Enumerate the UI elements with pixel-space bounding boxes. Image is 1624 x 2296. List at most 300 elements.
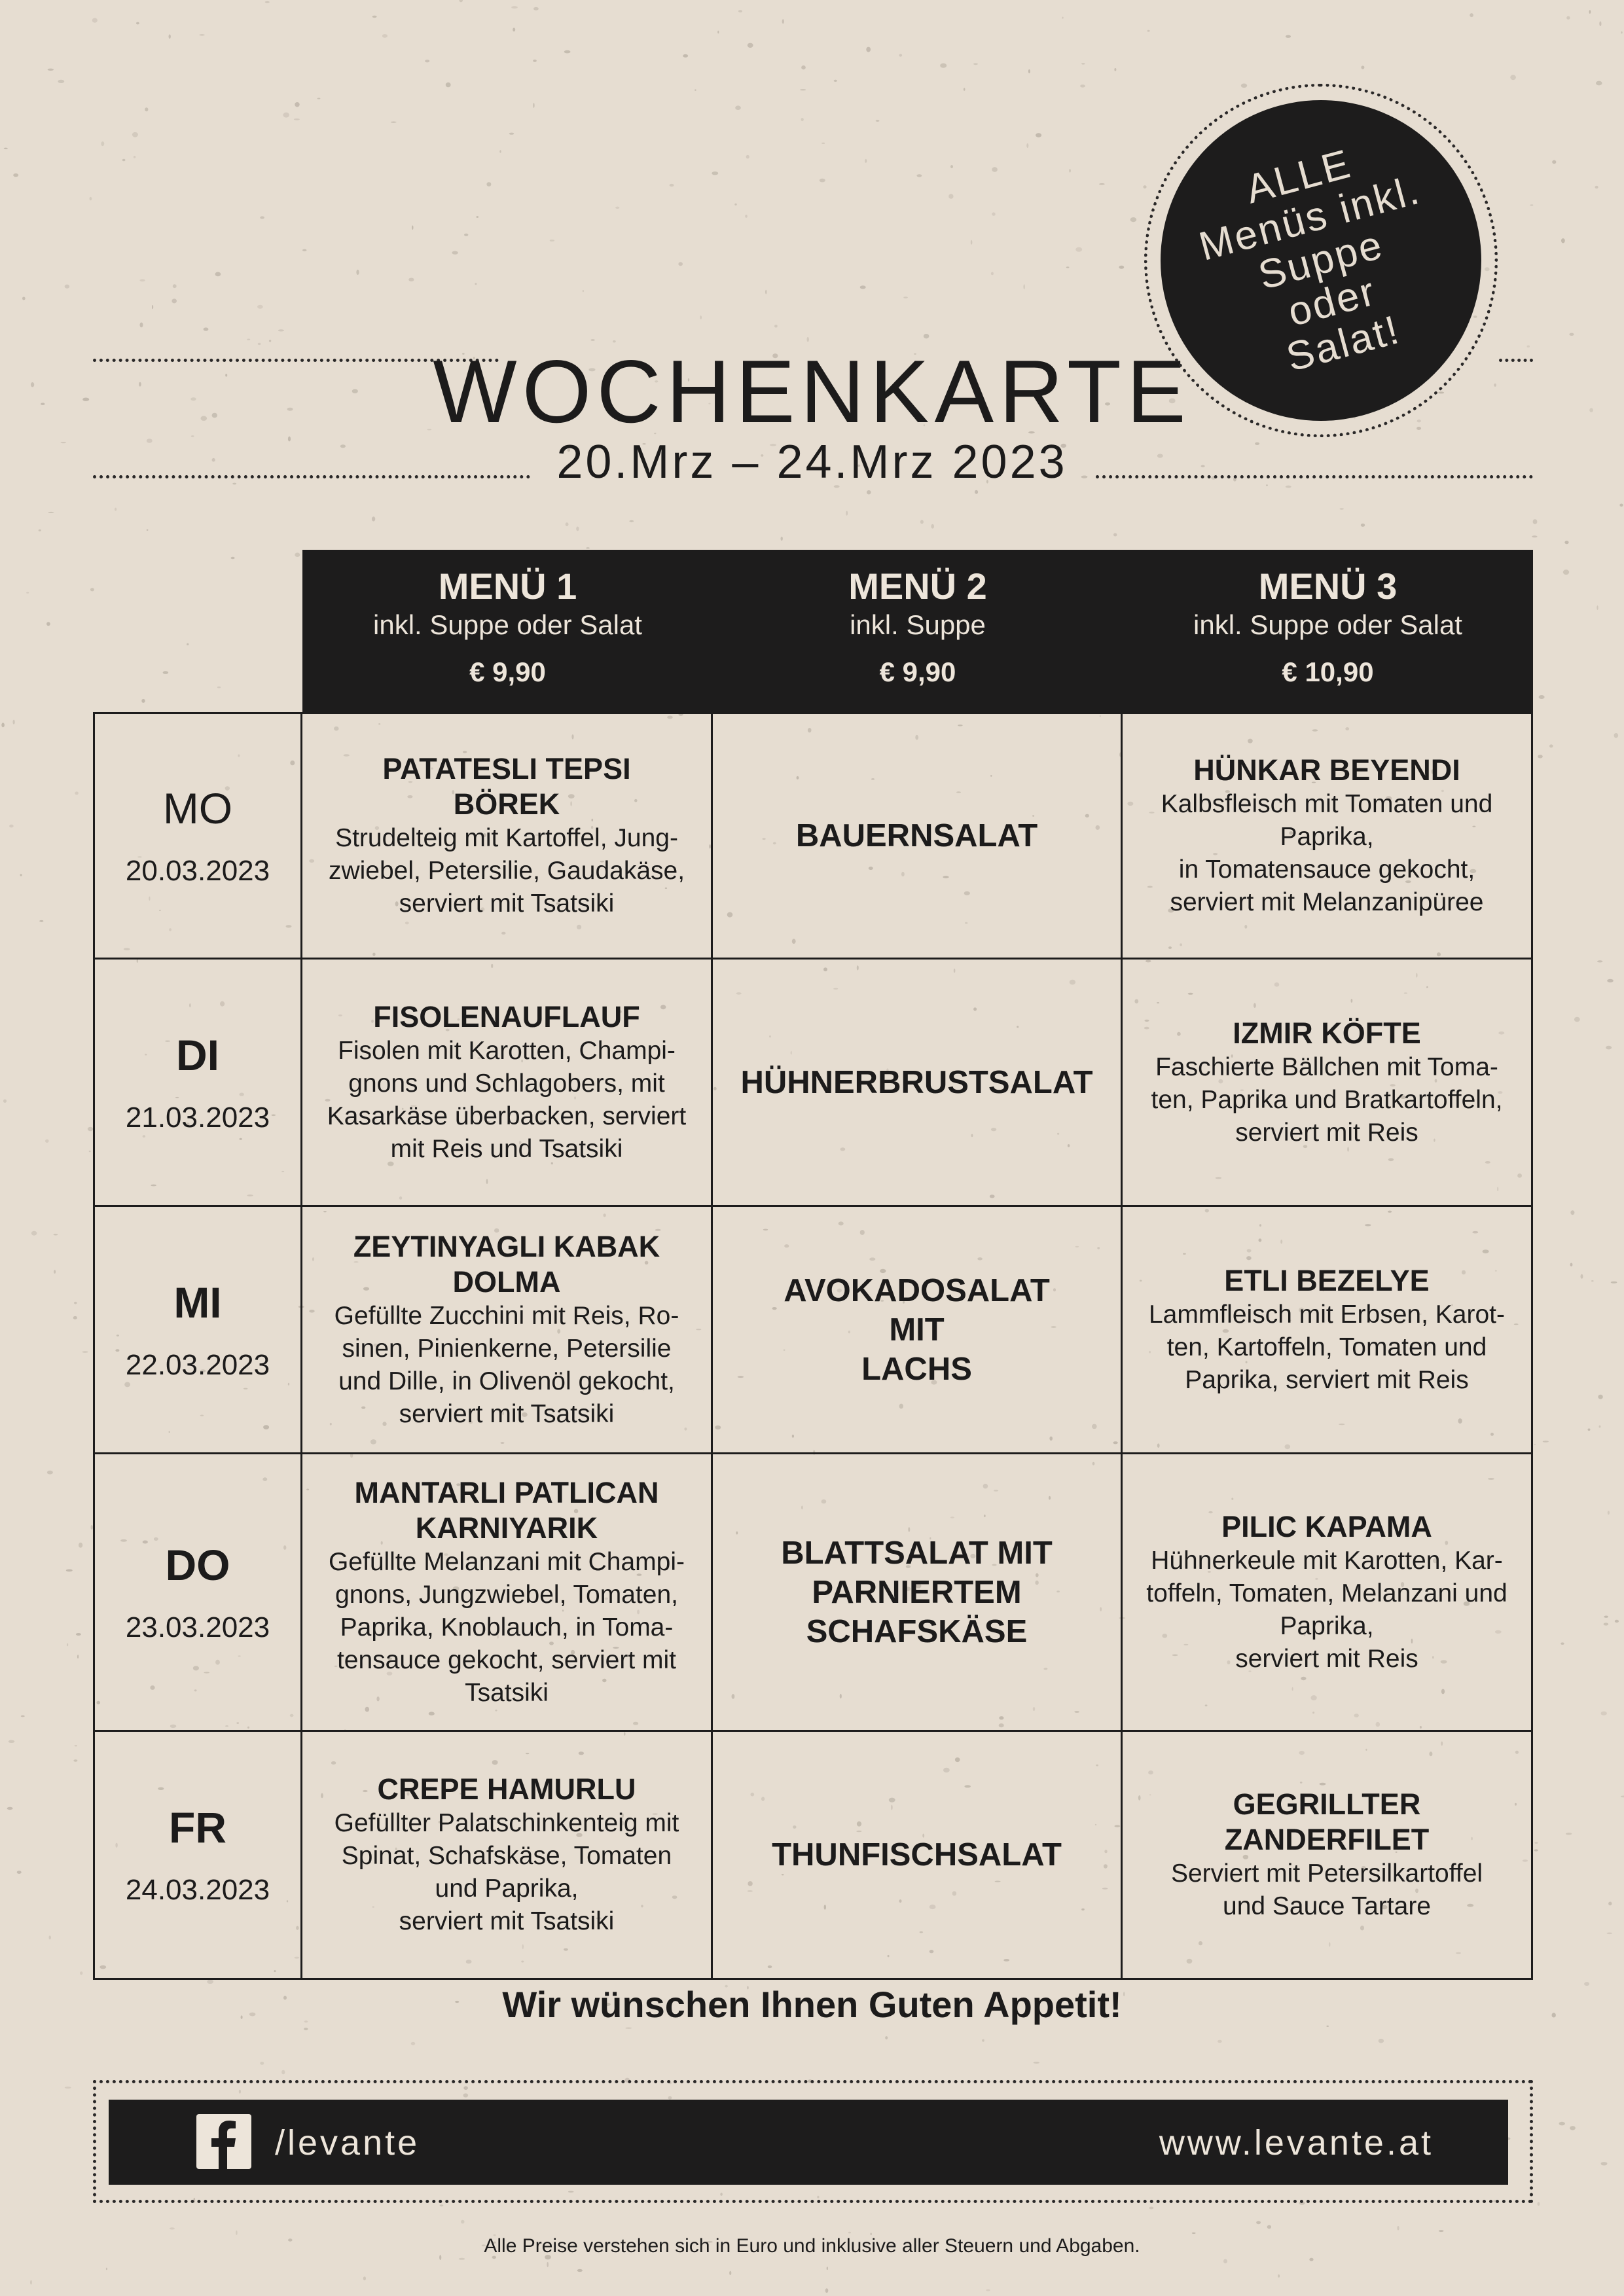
speckle [848, 2232, 851, 2234]
speckle [1119, 266, 1124, 269]
speckle [1530, 204, 1534, 206]
speckle [1218, 2040, 1222, 2043]
speckle [30, 2280, 31, 2285]
speckle [46, 622, 50, 626]
speckle [1081, 63, 1085, 64]
speckle [76, 1633, 81, 1636]
speckle [20, 874, 22, 876]
speckle [986, 2289, 990, 2291]
menu-1-subtitle: inkl. Suppe oder Salat [373, 609, 642, 640]
speckle [199, 34, 204, 35]
footer-bar [109, 2100, 1508, 2185]
speckle [745, 215, 748, 218]
speckle [825, 2288, 829, 2293]
speckle [215, 272, 221, 277]
speckle [1604, 1623, 1609, 1625]
speckle [1566, 16, 1570, 20]
speckle [1604, 1616, 1608, 1618]
speckle [65, 2087, 71, 2089]
speckle [13, 720, 15, 725]
speckle [136, 22, 139, 25]
dish-cell-mi-menu1 [302, 1207, 713, 1454]
speckle [1147, 30, 1150, 32]
speckle [885, 2036, 888, 2039]
speckle [1606, 1046, 1612, 1050]
speckle [924, 334, 929, 338]
speckle [464, 234, 468, 236]
speckle [1566, 1833, 1572, 1835]
menu-3-price: € 10,90 [1282, 656, 1374, 687]
speckle [566, 522, 569, 526]
dish-cell-di-menu2 [713, 960, 1123, 1207]
speckle [446, 82, 451, 87]
dish-cell-di-menu3 [1123, 960, 1533, 1207]
speckle [1361, 65, 1364, 69]
dish-description: Lammfleisch mit Erbsen, Karot- ten, Kartoffeln, Tomaten und Paprika, serviert mit Reis [1148, 1300, 1505, 1394]
dish-title: HÜHNERBRUSTSALAT [740, 1064, 1093, 1100]
speckle [866, 47, 871, 52]
speckle [49, 1935, 51, 1939]
speckle [1599, 1426, 1601, 1428]
speckle [1062, 17, 1064, 19]
speckle [171, 298, 177, 303]
dish-title: BLATTSALAT MIT PARNIERTEM SCHAFSKÄSE [781, 1535, 1053, 1649]
speckle [65, 285, 69, 289]
speckle [931, 524, 934, 529]
speckle [4, 148, 8, 149]
speckle [564, 50, 571, 54]
day-cell-mi [93, 1207, 302, 1454]
speckle [1543, 1441, 1549, 1442]
speckle [748, 43, 753, 48]
speckle [92, 18, 98, 23]
speckle [547, 2262, 549, 2267]
dish-title: IZMIR KÖFTE [1233, 1016, 1421, 1050]
speckle [1569, 333, 1574, 336]
day-name: FR [169, 1803, 226, 1852]
speckle [1256, 2221, 1261, 2224]
speckle [860, 285, 866, 289]
speckle [412, 225, 413, 230]
facebook-icon[interactable] [196, 2114, 251, 2169]
speckle [408, 278, 414, 281]
speckle [1563, 569, 1569, 575]
speckle [533, 103, 535, 108]
speckle [1561, 1642, 1564, 1645]
speckle [920, 520, 924, 524]
speckle [1615, 1620, 1619, 1623]
speckle [550, 240, 554, 242]
speckle [1533, 519, 1538, 524]
speckle [509, 133, 514, 135]
speckle [31, 1231, 37, 1236]
speckle [169, 35, 171, 39]
speckle [80, 1971, 82, 1975]
speckle [821, 143, 825, 144]
speckle [1309, 2258, 1313, 2261]
day-date: 24.03.2023 [125, 1874, 270, 1906]
speckle [106, 2268, 107, 2270]
speckle [82, 1351, 88, 1353]
speckle [916, 174, 922, 177]
speckle [973, 63, 978, 65]
dish-description: Faschierte Bällchen mit Toma- ten, Paprika und Bratkartoffeln, serviert mit Reis [1151, 1052, 1503, 1147]
menu-3-title: MENÜ 3 [1258, 565, 1398, 607]
speckle [54, 1234, 58, 1235]
date-range: 20.Mrz – 24.Mrz 2023 [556, 436, 1068, 488]
speckle [1607, 979, 1614, 982]
speckle [1023, 284, 1025, 289]
speckle [260, 216, 264, 219]
speckle [1614, 733, 1619, 738]
speckle [54, 1270, 56, 1274]
dish-cell-mi-menu3 [1123, 1207, 1533, 1454]
speckle [729, 2271, 731, 2275]
speckle [982, 2039, 984, 2042]
badge-text: ALLE Menüs inkl. Suppe oder Salat! [1194, 141, 1426, 381]
dish-description: Fisolen mit Karotten, Champi- gnons und Schlagobers, mit Kasarkäse überbacken, serviert mit Reis und Tsatsiki [327, 1036, 687, 1163]
speckle [1130, 217, 1137, 222]
menu-3-subtitle: inkl. Suppe oder Salat [1193, 609, 1462, 640]
day-cell-do [93, 1454, 302, 1732]
dish-title: PILIC KAPAMA [1221, 1509, 1432, 1543]
speckle [21, 1715, 25, 1717]
speckle [586, 547, 590, 549]
facebook-handle[interactable]: /levante [275, 2123, 420, 2162]
speckle [47, 1471, 53, 1475]
speckle [363, 2276, 366, 2280]
speckle [834, 80, 837, 82]
price-disclaimer: Alle Preise verstehen sich in Euro und inklusive aller Steuern und Abgaben. [484, 2235, 1140, 2257]
speckle [800, 89, 806, 90]
table-corner [93, 550, 302, 712]
speckle [746, 155, 749, 159]
speckle [1611, 1282, 1617, 1283]
speckle [1379, 2039, 1384, 2043]
speckle [992, 167, 998, 171]
speckle [372, 516, 375, 521]
speckle [1597, 605, 1598, 610]
speckle [73, 1759, 77, 1761]
day-date: 21.03.2023 [125, 1101, 270, 1134]
speckle [678, 262, 683, 266]
dish-cell-mi-menu2 [713, 1207, 1123, 1454]
speckle [533, 7, 539, 10]
speckle [67, 1643, 68, 1646]
speckle [391, 122, 397, 123]
speckle [1538, 2202, 1540, 2206]
speckle [533, 60, 537, 62]
speckle [1026, 143, 1028, 148]
speckle [302, 249, 306, 251]
speckle [1621, 1796, 1624, 1798]
speckle [975, 490, 978, 494]
closing-message: Wir wünschen Ihnen Guten Appetit! [502, 1984, 1122, 2025]
speckle [236, 2231, 238, 2235]
facebook-glyph [196, 2114, 251, 2169]
speckle [1581, 1274, 1583, 1279]
speckle [801, 65, 806, 69]
speckle [295, 102, 299, 107]
menu-2-subtitle: inkl. Suppe [850, 609, 986, 640]
speckle [513, 27, 515, 31]
menu-2-header [713, 550, 1123, 712]
speckle [1595, 186, 1598, 188]
speckle [88, 1127, 93, 1131]
day-date: 22.03.2023 [125, 1348, 270, 1381]
speckle [90, 197, 92, 200]
speckle [356, 270, 359, 275]
speckle [147, 529, 149, 531]
speckle [765, 290, 767, 295]
speckle [782, 19, 784, 24]
speckle [712, 171, 718, 175]
menu-1-header [302, 550, 713, 712]
speckle [735, 105, 741, 110]
speckle [1, 723, 5, 727]
speckle [867, 490, 871, 494]
speckle [17, 1871, 22, 1874]
dish-title: CREPE HAMURLU [377, 1772, 636, 1806]
speckle [1538, 755, 1543, 758]
speckle [1028, 69, 1030, 73]
speckle [827, 2267, 828, 2270]
menu-2-title: MENÜ 2 [848, 565, 987, 607]
speckle [9, 1740, 15, 1743]
dish-description: Gefüllte Melanzani mit Champi- gnons, Jungzwiebel, Tomaten, Paprika, Knoblauch, in Toma- tensauce gekocht, serviert mit Tsatsiki [328, 1547, 685, 1707]
speckle [1113, 533, 1117, 537]
speckle [1608, 1902, 1612, 1906]
day-cell-fr [93, 1732, 302, 1980]
speckle [1286, 35, 1291, 38]
speckle [1510, 75, 1516, 80]
speckle [1278, 2274, 1280, 2278]
speckle [66, 1570, 73, 1572]
speckle [475, 283, 477, 285]
speckle [477, 216, 479, 218]
speckle [1591, 1280, 1594, 1282]
dish-description: Gefüllter Palatschinkenteig mit Spinat, Schafskäse, Tomaten und Paprika, serviert mit Tsatsiki [334, 1809, 679, 1935]
speckle [1267, 2225, 1271, 2229]
speckle [1034, 2062, 1039, 2064]
speckle [152, 305, 153, 309]
speckle [1080, 84, 1085, 87]
speckle [39, 529, 41, 531]
dish-title: PATATESLI TEPSI BÖREK [382, 752, 631, 821]
speckle [459, 2258, 465, 2260]
speckle [1539, 695, 1545, 699]
speckle [1570, 1263, 1573, 1266]
dish-cell-mo-menu2 [713, 712, 1123, 960]
speckle [992, 212, 995, 215]
day-date: 20.03.2023 [125, 855, 270, 887]
speckle [115, 508, 117, 511]
speckle [846, 511, 848, 516]
menu-1-price: € 9,90 [469, 656, 546, 687]
dish-description: Serviert mit Petersilkartoffel und Sauce Tartare [1170, 1859, 1483, 1920]
speckle [991, 272, 994, 276]
dish-title: ETLI BEZELYE [1224, 1263, 1430, 1297]
speckle [1598, 1395, 1602, 1399]
day-name: DO [165, 1540, 230, 1589]
speckle [1549, 744, 1553, 747]
speckle [278, 329, 284, 331]
speckle [486, 182, 491, 187]
speckle [281, 2070, 285, 2075]
speckle [625, 2027, 632, 2029]
day-date: 23.03.2023 [125, 1611, 270, 1643]
speckle [1340, 508, 1344, 509]
speckle [583, 290, 584, 292]
speckle [1588, 1429, 1591, 1431]
dish-description: Strudelteig mit Kartoffel, Jung- zwiebel, Petersilie, Gaudakäse, serviert mit Tsatsiki [328, 824, 685, 918]
speckle [734, 204, 736, 206]
page-title: WOCHENKARTE [433, 342, 1191, 441]
speckle [45, 1139, 49, 1143]
dish-cell-do-menu2 [713, 1454, 1123, 1732]
speckle [899, 54, 903, 56]
dish-cell-do-menu1 [302, 1454, 713, 1732]
speckle [48, 512, 54, 513]
speckle [132, 132, 138, 137]
speckle [1574, 1017, 1580, 1022]
day-cell-di [93, 960, 302, 1207]
speckle [294, 118, 300, 120]
speckle [971, 240, 973, 245]
speckle [1552, 160, 1556, 164]
speckle [39, 920, 43, 922]
day-name: MI [173, 1278, 222, 1327]
menu-1-title: MENÜ 1 [438, 565, 577, 607]
speckle [576, 527, 579, 531]
speckle [774, 325, 778, 327]
speckle [1589, 10, 1591, 14]
speckle [1361, 524, 1365, 527]
speckle [1559, 2122, 1565, 2126]
speckle [1534, 1849, 1538, 1851]
day-name: DI [176, 1030, 219, 1079]
speckle [948, 194, 953, 199]
dish-title: BAUERNSALAT [795, 818, 1038, 853]
speckle [260, 2062, 264, 2065]
dish-title: FISOLENAUFLAUF [373, 999, 640, 1033]
speckle [74, 1302, 77, 1304]
speckle [1066, 266, 1070, 268]
speckle [461, 2220, 464, 2224]
menu-badge [1161, 100, 1481, 421]
speckle [7, 1807, 13, 1810]
speckle [1601, 1712, 1607, 1715]
speckle [204, 327, 209, 331]
speckle [577, 2269, 583, 2272]
speckle [173, 284, 177, 288]
speckle [75, 791, 78, 795]
speckle [1596, 81, 1602, 86]
speckle [3, 1100, 7, 1103]
speckle [1607, 1933, 1613, 1935]
speckle [1397, 2226, 1399, 2231]
speckle [700, 315, 702, 319]
speckle [58, 80, 64, 83]
speckle [1570, 1210, 1574, 1215]
speckle [717, 31, 719, 34]
speckle [140, 279, 145, 282]
speckle [1564, 541, 1568, 544]
speckle [145, 107, 148, 111]
speckle [1619, 504, 1623, 507]
dish-cell-do-menu3 [1123, 1454, 1533, 1732]
speckle [1601, 2162, 1608, 2165]
speckle [283, 113, 289, 118]
speckle [670, 184, 674, 187]
speckle [801, 118, 804, 121]
speckle [903, 296, 907, 298]
speckle [615, 207, 619, 209]
menu-3-header [1123, 550, 1533, 712]
speckle [101, 141, 104, 146]
day-cell-mo [93, 712, 302, 960]
speckle [629, 520, 634, 522]
dish-cell-fr-menu3 [1123, 1732, 1533, 1980]
dish-cell-mo-menu1 [302, 712, 713, 960]
dish-cell-di-menu1 [302, 960, 713, 1207]
speckle [1036, 133, 1041, 137]
speckle [1561, 238, 1565, 243]
speckle [257, 305, 263, 309]
dish-cell-mo-menu3 [1123, 712, 1533, 960]
speckle [1192, 2233, 1196, 2234]
speckle [134, 156, 135, 158]
speckle [79, 1543, 82, 1548]
dish-description: Kalbsfleisch mit Tomaten und Paprika, in Tomatensauce gekocht, serviert mit Melanzanipüree [1161, 790, 1493, 916]
speckle [683, 54, 688, 58]
speckle [1534, 1842, 1538, 1844]
speckle [1149, 2207, 1154, 2210]
speckle [1075, 247, 1082, 252]
speckle [1534, 1444, 1536, 1445]
dish-cell-fr-menu2 [713, 1732, 1123, 1980]
speckle [1070, 169, 1071, 172]
speckle [48, 69, 54, 71]
speckle [1597, 960, 1602, 962]
speckle [1099, 183, 1105, 185]
dish-description: Gefüllte Zucchini mit Reis, Ro- sinen, Pinienkerne, Petersilie und Dille, in Olivenöl gekocht, serviert mit Tsatsiki [334, 1301, 679, 1428]
speckle [372, 16, 377, 18]
speckle [122, 159, 126, 162]
speckle [738, 10, 742, 12]
dish-title: AVOKADOSALAT MIT LACHS [784, 1272, 1050, 1387]
website-link[interactable]: www.levante.at [1159, 2123, 1434, 2162]
speckle [499, 150, 501, 152]
dish-title: ZEYTINYAGLI KABAK DOLMA [353, 1229, 660, 1299]
speckle [265, 1, 270, 3]
speckle [170, 2227, 175, 2229]
speckle [511, 6, 518, 9]
dish-title: GEGRILLTER ZANDERFILET [1224, 1787, 1430, 1856]
speckle [13, 173, 18, 177]
speckle [781, 537, 783, 541]
speckle [820, 179, 825, 183]
speckle [940, 63, 947, 68]
speckle [1470, 13, 1473, 17]
speckle [1608, 1511, 1610, 1515]
speckle [1143, 185, 1146, 188]
speckle [1439, 2230, 1444, 2232]
speckle [950, 165, 953, 168]
speckle [876, 120, 880, 122]
speckle [1621, 31, 1622, 33]
speckle [411, 2042, 416, 2045]
